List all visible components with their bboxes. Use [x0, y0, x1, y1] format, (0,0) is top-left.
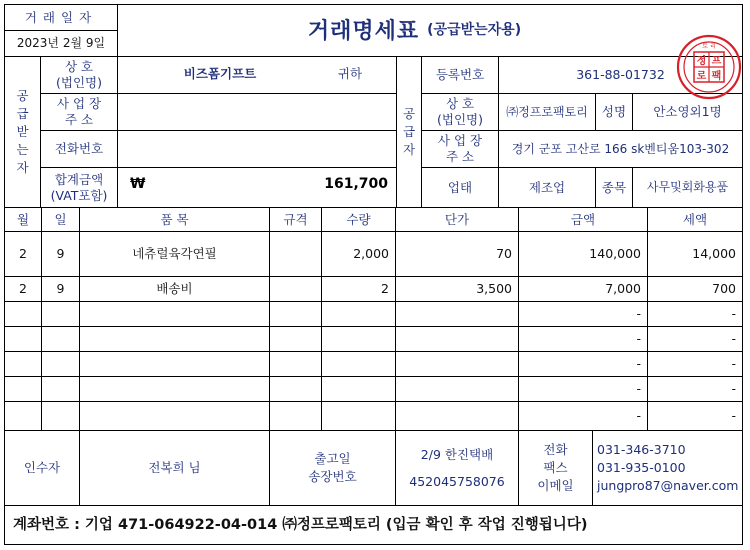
- cell-unit-price: [395, 326, 519, 352]
- cell-day: [41, 401, 80, 431]
- cell-day: [41, 351, 80, 377]
- cell-month: 2: [4, 276, 42, 302]
- cell-amount: 7,000: [518, 276, 648, 302]
- cell-month: 2: [4, 231, 42, 277]
- reg-label: 등록번호: [421, 56, 499, 94]
- col-header-unit-price: 단가: [395, 207, 519, 232]
- cell-day: 9: [41, 231, 80, 277]
- contact-values: [592, 430, 743, 506]
- svg-text:로: 로: [696, 71, 707, 82]
- cell-tax: -: [647, 326, 743, 352]
- cell-day: [41, 376, 80, 402]
- total-amount: 161,700: [324, 176, 388, 192]
- cell-amount: -: [518, 351, 648, 377]
- receiver-name: 비즈폼기프트: [183, 66, 257, 81]
- cell-tax: -: [647, 376, 743, 402]
- cell-tax: -: [647, 401, 743, 431]
- receiver-phone: [117, 130, 397, 168]
- page-title: 거래명세표: [307, 18, 420, 44]
- cell-amount: -: [518, 326, 648, 352]
- biz-item: 사무및회화용품: [632, 167, 743, 208]
- cell-month: [4, 376, 42, 402]
- ship-label: 출고일 송장번호: [269, 430, 396, 506]
- biz-type: 제조업: [498, 167, 596, 208]
- cell-month: [4, 326, 42, 352]
- date-label: 거래일자: [4, 4, 118, 31]
- title-area: [117, 6, 712, 52]
- cell-qty: [321, 326, 396, 352]
- cell-qty: [321, 376, 396, 402]
- receiver-phone-label: 전화번호: [40, 130, 118, 168]
- email-address: jungpro87@naver.com: [597, 478, 739, 493]
- supplier-name-label: 상 호 (법인명): [421, 93, 499, 131]
- col-header-day: 일: [41, 207, 80, 232]
- cell-spec: [269, 231, 322, 277]
- cell-qty: [321, 301, 396, 327]
- cell-month: [4, 351, 42, 377]
- company-seal-stamp: [676, 34, 742, 100]
- cell-unit-price: [395, 301, 519, 327]
- cell-item: [79, 326, 270, 352]
- svg-text:정: 정: [696, 56, 707, 67]
- cell-unit-price: [395, 401, 519, 431]
- cell-spec: [269, 401, 322, 431]
- receiver-sign-label: 인수자: [4, 430, 80, 506]
- page-subtitle: (공급받는자용): [427, 22, 522, 38]
- svg-text:프: 프: [711, 56, 722, 67]
- col-header-month: 월: [4, 207, 42, 232]
- col-header-amount: 금액: [518, 207, 648, 232]
- invoice-number: 452045758076: [409, 473, 505, 489]
- ship-info-cell: [395, 430, 519, 506]
- ceo-label: 성명: [595, 93, 633, 131]
- cell-amount: -: [518, 401, 648, 431]
- cell-tax: 14,000: [647, 231, 743, 277]
- cell-unit-price: 70: [395, 231, 519, 277]
- cell-item: 네츄럴육각연필: [79, 231, 270, 277]
- cell-item: [79, 351, 270, 377]
- svg-text:팩: 팩: [711, 71, 722, 82]
- receiver-side-label: 공 급 받 는 자: [4, 56, 41, 208]
- cell-item: [79, 301, 270, 327]
- cell-item: 배송비: [79, 276, 270, 302]
- cell-tax: 700: [647, 276, 743, 302]
- date-value: 2023년 2월 9일: [4, 30, 118, 57]
- svg-text:토 리: 토 리: [702, 43, 716, 50]
- receiver-address-label: 사 업 장 주 소: [40, 93, 118, 131]
- receiver-name-label: 상 호 (법인명): [40, 56, 118, 94]
- total-label: 합계금액 (VAT포함): [40, 167, 118, 208]
- col-header-item: 품 목: [79, 207, 270, 232]
- cell-spec: [269, 376, 322, 402]
- fax-number: 031-935-0100: [597, 460, 686, 475]
- receiver-honorific: 귀하: [337, 66, 363, 81]
- won-symbol: ₩: [130, 176, 146, 192]
- cell-spec: [269, 351, 322, 377]
- receiver-address: [117, 93, 397, 131]
- cell-qty: [321, 351, 396, 377]
- cell-spec: [269, 326, 322, 352]
- biz-type-label: 업태: [421, 167, 499, 208]
- cell-qty: 2: [321, 276, 396, 302]
- col-header-spec: 규격: [269, 207, 322, 232]
- cell-day: [41, 326, 80, 352]
- receiver-sign-name: 전복희 님: [79, 430, 270, 506]
- biz-item-label: 종목: [595, 167, 633, 208]
- cell-day: 9: [41, 276, 80, 302]
- col-header-qty: 수량: [321, 207, 396, 232]
- cell-tax: -: [647, 351, 743, 377]
- account-info: 계좌번호 : 기업 471-064922-04-014 ㈜정프로팩토리 (입금 확인 후 작업 진행됩니다): [4, 505, 743, 545]
- cell-tax: -: [647, 301, 743, 327]
- ceo-name: 안소영외1명: [632, 93, 743, 131]
- cell-qty: [321, 401, 396, 431]
- supplier-address-label: 사 업 장 주 소: [421, 130, 499, 168]
- cell-amount: -: [518, 301, 648, 327]
- supplier-name: ㈜정프로팩토리: [498, 93, 596, 131]
- supplier-side-label: 공 급 자: [396, 56, 422, 208]
- cell-item: [79, 401, 270, 431]
- cell-unit-price: 3,500: [395, 276, 519, 302]
- cell-unit-price: [395, 376, 519, 402]
- contact-labels: 전화 팩스 이메일: [518, 430, 593, 506]
- cell-day: [41, 301, 80, 327]
- cell-qty: 2,000: [321, 231, 396, 277]
- col-header-tax: 세액: [647, 207, 743, 232]
- cell-spec: [269, 276, 322, 302]
- cell-unit-price: [395, 351, 519, 377]
- ship-info: 2/9 한진택배: [420, 446, 494, 462]
- cell-item: [79, 376, 270, 402]
- cell-month: [4, 301, 42, 327]
- reg-number: 361-88-01732: [498, 56, 743, 94]
- cell-amount: 140,000: [518, 231, 648, 277]
- cell-spec: [269, 301, 322, 327]
- supplier-address: 경기 군포 고산로 166 sk벤티움103-302: [498, 130, 743, 168]
- cell-amount: -: [518, 376, 648, 402]
- phone-number: 031-346-3710: [597, 442, 686, 457]
- cell-month: [4, 401, 42, 431]
